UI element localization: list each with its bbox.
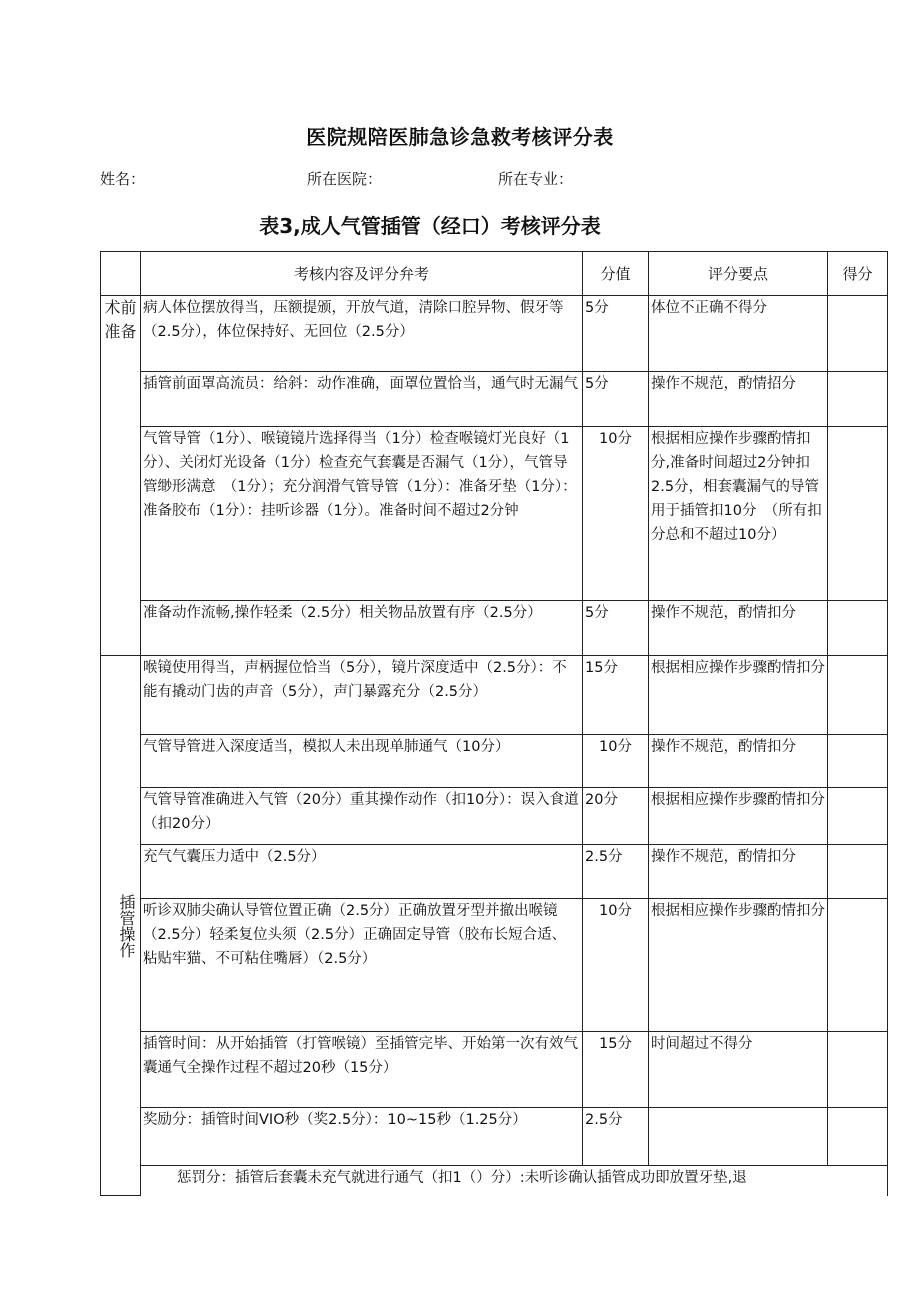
table-row xyxy=(101,372,888,427)
row-score: 10分 xyxy=(583,735,649,788)
row-points: 操作不规范，酌情扣分 xyxy=(649,845,828,899)
header-score: 分值 xyxy=(583,252,649,296)
row-score: 15分 xyxy=(583,1032,649,1108)
table-row xyxy=(101,899,888,1032)
row-points: 根据相应操作步骤酌情扣分,准备时间超过2分钟扣2.5分，相套囊漏气的导管用于插管扣10分 （所有扣分总和不超过10分） xyxy=(649,427,828,601)
row-score: 10分 xyxy=(583,899,649,1032)
row-content: 奖励分：插管时间VIO秒（奖2.5分）：10~15秒（1.25分） xyxy=(141,1108,583,1166)
row-content: 气管导管（1分）、喉镜镜片选择得当（1分）检查喉镜灯光良好（1分）、关闭灯光设备（1分）检查充气套囊是否漏气（1分），气管导管缈形满意 （1分）；充分润滑气管导管（1分）：准备牙垫（1分）：准备胶布（1分）：挂听诊器（1分）。准备时间不超过2分钟 xyxy=(141,427,583,601)
category-intubation: 插管操作 xyxy=(101,656,141,1196)
page-title: 医院规陪医肺急诊急救考核评分表 xyxy=(306,125,614,149)
table-row xyxy=(101,1108,888,1166)
name-label: 姓名： xyxy=(100,170,146,188)
header-category xyxy=(101,252,141,296)
row-score: 15分 xyxy=(583,656,649,735)
table-row xyxy=(101,1032,888,1108)
table-subtitle: 表3,成人气管插管（经口）考核评分表 xyxy=(259,214,601,238)
scoring-table xyxy=(100,251,888,1196)
table-row xyxy=(101,788,888,845)
row-got xyxy=(828,845,888,899)
table-row xyxy=(101,296,888,372)
row-points: 时间超过不得分 xyxy=(649,1032,828,1108)
row-score: 5分 xyxy=(583,601,649,656)
table-row xyxy=(101,427,888,601)
row-got xyxy=(828,788,888,845)
row-content: 插管前面罩高流员：给斜：动作准确，面罩位置恰当，通气时无漏气 xyxy=(141,372,583,427)
row-score: 20分 xyxy=(583,788,649,845)
row-got xyxy=(828,1032,888,1108)
table-row xyxy=(101,656,888,735)
header-got: 得分 xyxy=(828,252,888,296)
major-label: 所在专业： xyxy=(498,170,574,188)
row-content: 气管导管准确进入气管（20分）重其操作动作（扣10分）：误入食道（扣20分） xyxy=(141,788,583,845)
row-points: 操作不规范，酌情扣分 xyxy=(649,601,828,656)
table-header-row xyxy=(101,252,888,296)
row-content: 插管时间：从开始插管（打管喉镜）至插管完毕、开始第一次有效气囊通气全操作过程不超过20秒（15分） xyxy=(141,1032,583,1108)
penalty-text: 惩罚分：插管后套囊未充气就进行通气（扣1（）分）:未听诊确认插管成功即放置牙垫,退 xyxy=(141,1166,888,1196)
row-content: 病人体位摆放得当，压额提颁，开放气道，清除口腔异物、假牙等（2.5分），体位保持好、无回位（2.5分） xyxy=(141,296,583,372)
row-points: 根据相应操作步骤酌情扣分 xyxy=(649,656,828,735)
table-row xyxy=(101,845,888,899)
row-content: 喉镜使用得当，声柄握位恰当（5分），镜片深度适中（2.5分）：不能有撬动门齿的声音（5分），声门暴露充分（2.5分） xyxy=(141,656,583,735)
hospital-label: 所在医院： xyxy=(307,170,383,188)
table-row xyxy=(101,735,888,788)
row-score: 5分 xyxy=(583,372,649,427)
row-score: 5分 xyxy=(583,296,649,372)
row-got xyxy=(828,601,888,656)
row-got xyxy=(828,1108,888,1166)
row-points: 操作不规范，酌情招分 xyxy=(649,372,828,427)
row-points: 根据相应操作步骤酌情扣分 xyxy=(649,899,828,1032)
row-content: 准备动作流畅,操作轻柔（2.5分）相关物品放置有序（2.5分） xyxy=(141,601,583,656)
header-content: 考核内容及评分弁考 xyxy=(141,252,583,296)
row-score: 2.5分 xyxy=(583,845,649,899)
table-row xyxy=(101,601,888,656)
row-content: 充气气囊压力适中（2.5分） xyxy=(141,845,583,899)
row-content: 气管导管进入深度适当，模拟人未出现单肺通气（10分） xyxy=(141,735,583,788)
table-row-penalty xyxy=(101,1166,888,1196)
row-points xyxy=(649,1108,828,1166)
row-got xyxy=(828,899,888,1032)
row-points: 根据相应操作步骤酌情扣分 xyxy=(649,788,828,845)
row-score: 2.5分 xyxy=(583,1108,649,1166)
row-score: 10分 xyxy=(583,427,649,601)
row-got xyxy=(828,372,888,427)
row-got xyxy=(828,296,888,372)
row-got xyxy=(828,656,888,735)
row-points: 体位不正确不得分 xyxy=(649,296,828,372)
row-content: 听诊双肺尖确认导管位置正确（2.5分）正确放置牙型并撤出喉镜（2.5分）轻柔复位头须（2.5分）正确固定导管（胶布长短合适、粘贴牢猫、不可粘住嘴唇）（2.5分） xyxy=(141,899,583,1032)
row-got xyxy=(828,735,888,788)
category-preparation: 术前准备 xyxy=(101,296,141,656)
row-got xyxy=(828,427,888,601)
header-points: 评分要点 xyxy=(649,252,828,296)
row-points: 操作不规范，酌情扣分 xyxy=(649,735,828,788)
